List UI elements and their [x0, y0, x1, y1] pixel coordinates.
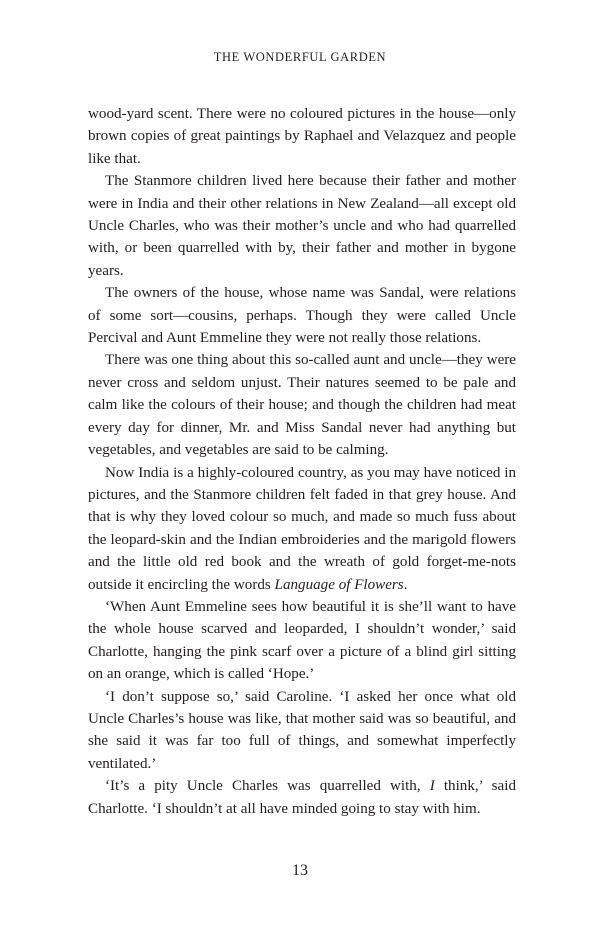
emphasis-italic: I [429, 778, 435, 795]
page-number: 13 [292, 862, 308, 879]
paragraph-text: ‘It’s a pity Uncle Charles was quarrelled with, [105, 778, 430, 795]
book-title-italic: Language of Flowers [274, 576, 404, 593]
paragraph [88, 462, 516, 596]
paragraph [88, 775, 516, 820]
paragraph: The owners of the house, whose name was Sandal, were relations of some sort—cousins, perhaps. Though they were called Uncle Percival and Aunt Emmeline they were not really those relations. [88, 285, 516, 347]
paragraph: wood-yard scent. There were no coloured pictures in the house—only brown copies of great paintings by Raphael and Velazquez and people like that. [88, 106, 516, 167]
paragraph: ‘When Aunt Emmeline sees how beautiful it is she’ll want to have the whole house scarved and leoparded, I shouldn’t wonder,’ said Charlotte, hanging the pink scarf over a picture of a blind girl sitting on an orange, which is called ‘Hope.’ [88, 598, 516, 683]
paragraph-text: think,’ said Charlotte. ‘I shouldn’t at all have minded going to stay with him. [88, 778, 516, 817]
paragraph: The Stanmore children lived here because their father and mother were in India and their other relations in New Zealand—all except old Uncle Charles, who was their mother’s uncle and who had quarrelled with, or been quarrelled with by, their father and mother in bygone years. [88, 173, 516, 279]
running-head: THE WONDERFUL GARDEN [213, 50, 387, 64]
paragraph: ‘I don’t suppose so,’ said Caroline. ‘I asked her once what old Uncle Charles’s house was like, that mother said was so beautiful, and she said it was far too full of things, and somewhat imperfectly ventilated.’ [88, 688, 516, 772]
paragraph-text: Now India is a highly-coloured country, as you may have noticed in pictures, and the Stanmore children felt faded in that grey house. And that is why they loved colour so much, and made so much fuss about the leopard-skin and the Indian embroideries and the marigold flowers and the little old red book and the wreath of gold forget-me-nots outside it encircling the words [88, 464, 516, 593]
paragraph-text: . [403, 576, 408, 593]
body-text [88, 103, 516, 820]
paragraph: There was one thing about this so-called aunt and uncle—they were never cross and seldom unjust. Their natures seemed to be pale and calm like the colours of their house; and though the children had meat every day for dinner, Mr. and Miss Sandal never had anything but vegetables, and vegetables are said to be calming. [88, 352, 516, 459]
